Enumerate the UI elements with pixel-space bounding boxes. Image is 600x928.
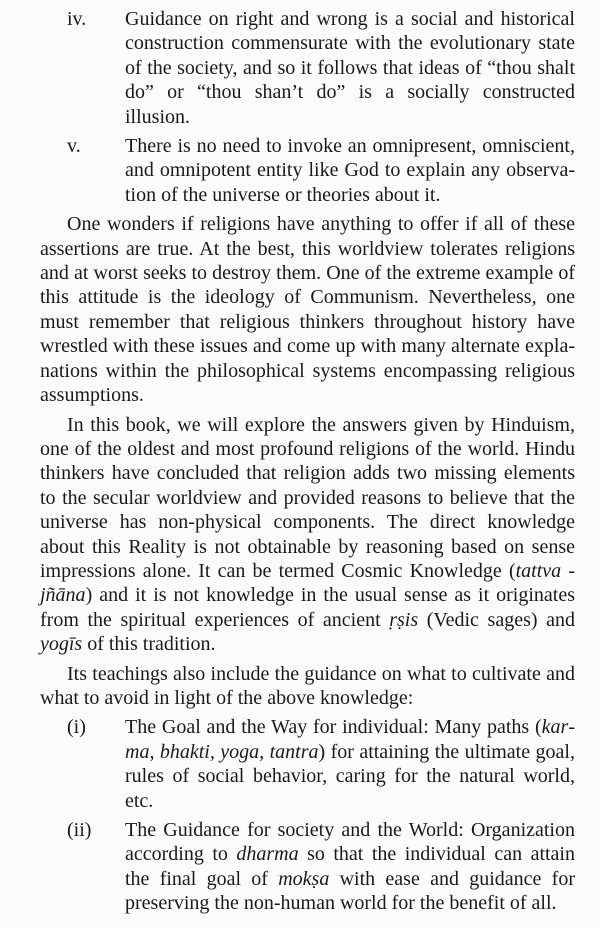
paragraph-2: In this book, we will explore the answers given by Hinduism, one of the oldest and most profound religions of the world. Hindu thinkers have concluded that religion adds two missing elements to the secular worldview and provided reasons to believe that the universe has non-physical components. The direct knowledge about this Reality is not obtainable by reasoning based on sense impressions alone. It can be termed Cosmic Knowledge (tattva - jñāna) and it is not knowledge in the usual sense as it originates from the spiritual experiences of ancient ṛṣis (Vedic sages) and yogīs of this tradition. [40, 413, 575, 656]
list-item-v [40, 134, 575, 207]
list-item-v-text: There is no need to invoke an omnipresent, omniscient, and omnipotent entity like God to explain any observation of the universe or theories about it. [125, 135, 575, 206]
paragraph-3: Its teachings also include the guidance on what to cultivate and what to avoid in light of the above knowledge: [40, 662, 575, 709]
list-item-iv [40, 7, 575, 129]
list-marker-iv: iv. [67, 8, 87, 30]
list-marker-v: v. [67, 135, 81, 158]
list-item-i-text: The Goal and the Way for individual: Many paths (karma, bhakti, yoga, tantra) for attaining the ultimate goal, rules of social behavior, caring for the natural world, etc. [125, 716, 575, 812]
list-item-ii [40, 818, 575, 916]
list-item-i [40, 715, 575, 813]
paragraph-1: One wonders if religions have anything to offer if all of these assertions are true. At the best, this worldview tolerates religions and at worst seeks to destroy them. One of the extreme example of this attitude is the ideology of Communism. Nevertheless, one must remember that religious thinkers throughout history have wrestled with these issues and come up with many alternate explanations within the philosophical systems encompassing religious assumptions. [40, 213, 575, 407]
list-item-iv-text: Guidance on right and wrong is a social and historical construction commensurate with the evolutionary state of the society, and so it follows that ideas of “thou shalt do” or “thou shan’t do” is a socially constructed illusion. [125, 8, 575, 128]
list-item-ii-text: The Guidance for society and the World: Organization according to dharma so that the individual can attain the final goal of mokṣa with ease and guidance for preserving the non-human world for the benefit of all. [125, 819, 576, 915]
list-marker-ii: (ii) [67, 819, 92, 841]
list-marker-i: (i) [67, 716, 86, 739]
